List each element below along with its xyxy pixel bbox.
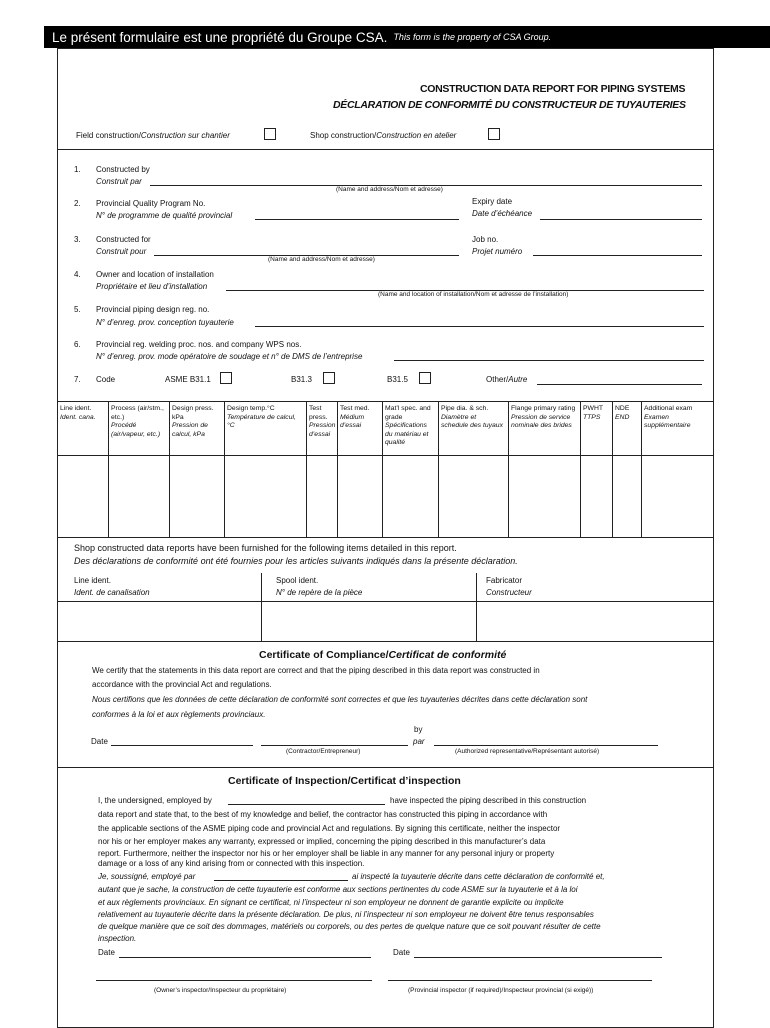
item-3-label: Constructed for bbox=[96, 235, 151, 244]
compliance-date-field[interactable] bbox=[111, 745, 253, 746]
table-entry-cell[interactable] bbox=[306, 456, 337, 536]
owner-date-field[interactable] bbox=[119, 957, 371, 958]
table-bottom-border bbox=[57, 537, 714, 538]
item-1-label: Constructed by bbox=[96, 165, 150, 174]
item-1-number: 1. bbox=[74, 165, 81, 174]
shop-statement-fr: Des déclarations de conformité ont été fournies pour les articles suivants indiqués dans la présente déclaration. bbox=[74, 556, 518, 566]
authorized-caption: (Authorized representative/Représentant autorisé) bbox=[455, 748, 600, 755]
table-entry-cell[interactable] bbox=[438, 456, 508, 536]
design-reg-field[interactable] bbox=[255, 326, 704, 327]
table-header-fr: TTPS bbox=[583, 413, 601, 421]
item-1-label-fr: Construit par bbox=[96, 177, 142, 186]
shop-fabricator-fr: Constructeur bbox=[486, 588, 532, 597]
quality-program-field[interactable] bbox=[255, 219, 459, 220]
item-4-label: Owner and location of installation bbox=[96, 270, 214, 279]
welding-proc-field[interactable] bbox=[394, 360, 704, 361]
shop-col-divider bbox=[261, 573, 262, 641]
table-header-fr: Température de calcul, °C bbox=[227, 413, 296, 430]
code-label: Code bbox=[96, 375, 116, 384]
compliance-par: par bbox=[413, 737, 425, 746]
item-2-label-fr: N° de programme de qualité provincial bbox=[96, 211, 233, 220]
table-header-fr: Ident. cana. bbox=[60, 413, 96, 421]
shop-table-bottom-border bbox=[57, 641, 714, 642]
compliance-date-label: Date bbox=[91, 737, 108, 746]
table-header-cell bbox=[111, 405, 166, 439]
b313-label: B31.3 bbox=[291, 375, 312, 384]
item-7-number: 7. bbox=[74, 375, 81, 384]
table-entry-cell[interactable] bbox=[108, 456, 169, 536]
form-banner bbox=[44, 26, 770, 48]
table-header-fr: Diamètre et schedule des tuyaux bbox=[441, 413, 503, 430]
inspection-title: Certificate of Inspection/Certificat d’inspection bbox=[228, 775, 461, 787]
table-header-en: Test press. bbox=[309, 405, 328, 421]
inspection-l1a: I, the undersigned, employed by bbox=[98, 796, 212, 805]
table-header-fr: Procédé (air/vapeur, etc.) bbox=[111, 422, 161, 438]
table-header-en: Flange primary rating bbox=[511, 405, 576, 412]
item-4-number: 4. bbox=[74, 270, 81, 279]
employer-field-fr[interactable] bbox=[214, 880, 348, 881]
asme-b311-checkbox[interactable] bbox=[220, 372, 232, 384]
authorized-rep-field[interactable] bbox=[434, 745, 658, 746]
provincial-date-field[interactable] bbox=[414, 957, 662, 958]
shop-line-ident-fr: Ident. de canalisation bbox=[74, 588, 150, 597]
table-header-en: PWHT bbox=[583, 405, 604, 412]
table-header-fr: Pression de service nominale des brides bbox=[511, 413, 572, 430]
provincial-inspector-caption: (Provincial inspector (if required)/Inspecteur provincial (si exigé)) bbox=[408, 987, 594, 994]
field-construction-label: Field construction/Construction sur chantier bbox=[76, 131, 230, 140]
inspection-f2: autant que je sache, la construction de cette tuyauterie est conforme aux sections pertinentes du code ASME sur la tuyauterie et à la loi bbox=[98, 885, 578, 894]
shop-line-ident: Line ident. bbox=[74, 576, 111, 585]
compliance-title: Certificate of Compliance/Certificat de conformité bbox=[259, 649, 507, 661]
inspection-f1b: ai inspecté la tuyauterie décrite dans cette déclaration de conformité et, bbox=[352, 872, 605, 881]
shop-fabricator: Fabricator bbox=[486, 576, 523, 585]
job-no-label: Job no. bbox=[472, 235, 499, 244]
item-6-label-fr: N° d’enreg. prov. mode opératoire de soudage et n° de DMS de l’entreprise bbox=[96, 352, 363, 361]
item-2-label: Provincial Quality Program No. bbox=[96, 199, 206, 208]
table-header-fr: Médium d’essai bbox=[340, 413, 365, 430]
table-header-cell bbox=[511, 405, 577, 431]
shop-col-divider bbox=[476, 573, 477, 641]
banner-en: This form is the property of CSA Group. bbox=[393, 32, 552, 42]
other-code-label: Other/Autre bbox=[486, 375, 528, 384]
inspection-l3: the applicable sections of the ASME piping code and provincial Act and regulations. By signing this certificate, neither the inspector bbox=[98, 824, 561, 833]
item-1-hint: (Name and address/Nom et adresse) bbox=[336, 186, 443, 193]
other-code-field[interactable] bbox=[537, 384, 702, 385]
compliance-p2: accordance with the provincial Act and regulations. bbox=[92, 680, 272, 689]
table-header-cell bbox=[172, 405, 221, 439]
table-header-en: Design temp.°C bbox=[227, 405, 275, 412]
divider bbox=[57, 767, 714, 768]
inspection-l1b: have inspected the piping described in this construction bbox=[390, 796, 587, 805]
employer-field[interactable] bbox=[228, 804, 385, 805]
shop-table-header-border bbox=[57, 601, 714, 602]
table-top-border bbox=[57, 401, 714, 402]
contractor-caption: (Contractor/Entrepreneur) bbox=[286, 748, 361, 755]
item-5-label-fr: N° d’enreg. prov. conception tuyauterie bbox=[96, 318, 234, 327]
table-header-cell bbox=[385, 405, 435, 448]
divider bbox=[57, 149, 714, 150]
inspection-f6: inspection. bbox=[98, 934, 137, 943]
table-header-fr: Spécifications du matériau et qualité bbox=[385, 422, 429, 447]
inspection-f5: de quelque manière que ce soit des dommages, matériels ou corporels, ou des pertes de quelque nature que ce soit pouvant résulter de cette bbox=[98, 922, 601, 931]
item-5-label: Provincial piping design reg. no. bbox=[96, 305, 210, 314]
table-header-fr: Pression d’essai bbox=[309, 422, 336, 438]
field-construction-checkbox[interactable] bbox=[264, 128, 276, 140]
compliance-p3: Nous certifions que les données de cette déclaration de conformité sont correctes et que les tuyauteries décrites dans cette déclaration sont bbox=[92, 695, 588, 704]
table-header-fr: END bbox=[615, 413, 630, 421]
table-header-cell bbox=[309, 405, 334, 439]
table-header-cell bbox=[615, 405, 638, 422]
asme-b311-label: ASME B31.1 bbox=[165, 375, 211, 384]
table-entry-cell[interactable] bbox=[169, 456, 224, 536]
table-header-cell bbox=[644, 405, 711, 431]
inspection-l6: damage or a loss of any kind arising from or connected with this inspection. bbox=[98, 859, 365, 868]
table-header-en: NDE bbox=[615, 405, 630, 412]
contractor-field[interactable] bbox=[261, 745, 408, 746]
item-2-number: 2. bbox=[74, 199, 81, 208]
table-entry-cell[interactable] bbox=[508, 456, 580, 536]
shop-spool-ident-fr: N° de repère de la pièce bbox=[276, 588, 363, 597]
table-header-en: Additional exam bbox=[644, 405, 693, 412]
banner-fr: Le présent formulaire est une propriété du Groupe CSA. bbox=[52, 29, 388, 45]
item-4-hint: (Name and location of installation/Nom et adresse de l’installation) bbox=[378, 291, 569, 298]
item-3-hint: (Name and address/Nom et adresse) bbox=[268, 256, 375, 263]
inspection-l2: data report and state that, to the best of my knowledge and belief, the contractor has constructed this piping in accordance with bbox=[98, 810, 548, 819]
provincial-date-label: Date bbox=[393, 948, 410, 957]
inspection-f1a: Je, soussigné, employé par bbox=[98, 872, 196, 881]
table-entry-cell[interactable] bbox=[641, 456, 714, 536]
inspection-f4: relativement au tuyauterie décrite dans la présente déclaration. De plus, ni l’inspecteur ni son employeur ne doivent être tenus responsables bbox=[98, 910, 594, 919]
provincial-inspector-field[interactable] bbox=[388, 980, 652, 981]
table-header-cell bbox=[340, 405, 379, 431]
form-title-en: CONSTRUCTION DATA REPORT FOR PIPING SYSTEMS bbox=[420, 83, 686, 95]
item-3-label-fr: Construit pour bbox=[96, 247, 147, 256]
table-entry-cell[interactable] bbox=[57, 456, 108, 536]
table-header-en: Pipe dia. & sch. bbox=[441, 405, 489, 412]
expiry-date-label: Expiry date bbox=[472, 197, 513, 206]
table-header-cell bbox=[441, 405, 505, 431]
table-entry-cell[interactable] bbox=[580, 456, 612, 536]
job-no-label-fr: Projet numéro bbox=[472, 247, 523, 256]
expiry-date-label-fr: Date d’échéance bbox=[472, 209, 533, 218]
item-5-number: 5. bbox=[74, 305, 81, 314]
table-header-cell bbox=[60, 405, 105, 422]
table-entry-cell[interactable] bbox=[224, 456, 306, 536]
compliance-p4: conformes à la loi et aux règlements provinciaux. bbox=[92, 710, 266, 719]
item-6-label: Provincial reg. welding proc. nos. and company WPS nos. bbox=[96, 340, 302, 349]
table-header-en: Test med. bbox=[340, 405, 370, 412]
item-4-label-fr: Propriétaire et lieu d’installation bbox=[96, 282, 208, 291]
table-header-en: Line ident. bbox=[60, 405, 92, 412]
table-entry-cell[interactable] bbox=[382, 456, 438, 536]
b313-checkbox[interactable] bbox=[323, 372, 335, 384]
shop-construction-checkbox[interactable] bbox=[488, 128, 500, 140]
expiry-date-field[interactable] bbox=[540, 219, 702, 220]
shop-construction-label: Shop construction/Construction en atelier bbox=[310, 131, 457, 140]
shop-statement-en: Shop constructed data reports have been furnished for the following items detailed in this report. bbox=[74, 543, 457, 553]
owner-inspector-caption: (Owner’s inspector/Inspecteur du propriétaire) bbox=[154, 987, 287, 994]
item-3-number: 3. bbox=[74, 235, 81, 244]
inspection-f3: et aux règlements provinciaux. En signant ce certificat, ni l’inspecteur ni son employeur ne donnent de garantie explicite ou implicite bbox=[98, 898, 564, 907]
job-no-field[interactable] bbox=[533, 255, 702, 256]
table-header-en: Mat’l spec. and grade bbox=[385, 405, 431, 421]
owner-inspector-field[interactable] bbox=[96, 980, 372, 981]
table-header-cell bbox=[583, 405, 609, 422]
compliance-by: by bbox=[414, 725, 423, 734]
shop-spool-ident: Spool ident. bbox=[276, 576, 319, 585]
table-entry-cell[interactable] bbox=[337, 456, 382, 536]
table-header-cell bbox=[227, 405, 303, 431]
item-6-number: 6. bbox=[74, 340, 81, 349]
table-header-fr: Pression de calcul, kPa bbox=[172, 422, 208, 438]
b315-label: B31.5 bbox=[387, 375, 408, 384]
owner-date-label: Date bbox=[98, 948, 115, 957]
form-title-fr: DÉCLARATION DE CONFORMITÉ DU CONSTRUCTEUR DE TUYAUTERIES bbox=[333, 99, 686, 111]
inspection-l4: nor his or her employer makes any warranty, expressed or implied, concerning the piping described in this manufacturer’s data bbox=[98, 837, 546, 846]
table-header-fr: Examen supplémentaire bbox=[644, 413, 691, 430]
b315-checkbox[interactable] bbox=[419, 372, 431, 384]
table-header-en: Design press. kPa bbox=[172, 405, 214, 421]
table-entry-cell[interactable] bbox=[612, 456, 641, 536]
table-header-en: Process (air/stm., etc.) bbox=[111, 405, 164, 421]
compliance-p1: We certify that the statements in this data report are correct and that the piping described in this data report was constructed in bbox=[92, 666, 540, 675]
inspection-l5: report. Furthermore, neither the inspector nor his or her employer shall be liable in any manner for any personal injury or property bbox=[98, 849, 555, 858]
